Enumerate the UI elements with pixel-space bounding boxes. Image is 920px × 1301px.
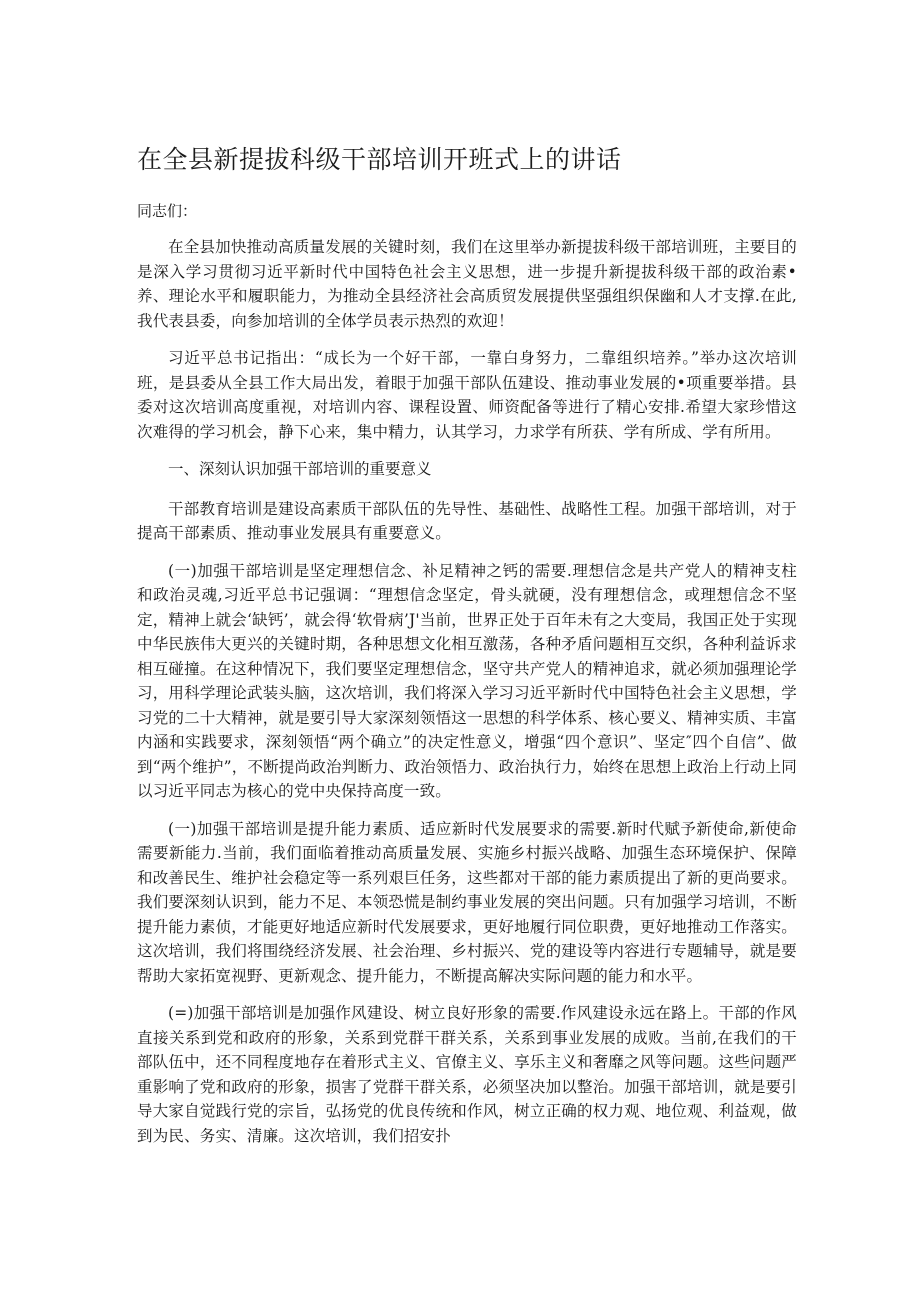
paragraph-section-intro: 干部教育培训是建设高素质干部队伍的先导性、基础性、战略性工程。加强干部培训，对于提高干部素质、推动事业发展具有重要意义。 [137, 499, 797, 542]
paragraph-quote: 习近平总书记指出：“成长为一个好干部，一靠白身努力，二靠组织培养。”举办这次培训班，是县委从全县工作大局出发，着眼于加强干部队伍建设、推动事业发展的•项重要举措。县委对这次培训高度重视，对培训内容、课程设置、师资配备等进行了精心安排.希望大家珍惜这次难得的学习机会，静下心来，集中精力，认其学习，力求学有所获、学有所成、学有所用。 [137, 349, 797, 441]
salutation: 同志们： [137, 202, 198, 220]
paragraph-point-style: (=)加强干部培训是加强作风建设、树立良好形象的需要.作风建设永远在路上。干部的作风直接关系到党和政府的形象，关系到党群干群关系，关系到事业发展的成败。当前,在我们的干部队伍中，还不同程度地存在着形式主义、官僚主义、享乐主义和奢靡之风等问题。这些问题严重影响了党和政府的形象，损害了党群干群关系，必须坚决加以整治。加强干部培训，就是要引导大家自觉践行党的宗旨，弘扬党的优良传统和作风，树立正确的权力观、地位观、利益观，做到为民、务实、清廉。这次培训，我们招安扑 [137, 1004, 797, 1145]
paragraph-point-ability: (一)加强干部培训是提升能力素质、适应新时代发展要求的需要.新时代赋予新使命,新使命需要新能力.当前，我们面临着推动高质量发展、实施乡村振兴战略、加强生态环境保护、保障和改善民生、维护社会稳定等一系列艰巨任务，这些都对干部的能力素质提出了新的更尚要求。我们要深刻认识到，能力不足、本领恐慌是制约事业发展的突出问题。只有加强学习培训，不断提升能力素侦，才能更好地适应新时代发展要求，更好地履行同位职费，更好地推动工作落实。这次培训，我们将围绕经济发展、社会治理、乡村振兴、党的建设等内容进行专题辅导，就是要帮助大家拓宽视野、更新观念、提升能力，不断提高解决实际问题的能力和水平。 [137, 819, 797, 985]
paragraph-point-ideals: (一)加强干部培训是坚定理想信念、补足精神之钙的需要.理想信念是共产党人的精神支柱和政治灵魂,习近平总书记强调：“理想信念坚定，骨头就硬，没有理想信念，或理想信念不坚定，精神上就会‘缺钙’，就会得‘软骨病’J'当前，世界正处于百年未有之大变局，我国正处于实现中华民族伟大更兴的关键时期，各种思想文化相互激荡，各种矛盾问题相互交织，各种利益诉求相互碰撞。在这种情况下，我们要坚定理想信念，坚守共产党人的精神追求，就必须加强理论学习，用科学理论武装头脑，这次培训，我们将深入学习习近平新时代中国特色社会主义思想，学习党的二十大精神，就是要引导大家深刻领悟这一思想的科学体系、核心要义、精神实质、丰富内涵和实践要求，深刻领悟“两个确立”的决定性意义，增强“四个意识”、坚定″四个自信”、做到“两个维护”，不断提尚政治判断力、政治领悟力、政治执行力，始终在思想上政治上行动上同以习近平同志为核心的党中央保持高度一致。 [137, 561, 797, 800]
section-heading: 一、深刻认识加强干部培训的重要意义 [168, 460, 432, 478]
document-title: 在全县新提拔科级干部培训开班式上的讲话 [137, 145, 622, 174]
paragraph-opening: 在全县加快推动高质量发展的关键时刻，我们在这里举办新提拔科级干部培训班，主要目的是深入学习贯彻习近平新时代中国特色社会主义思想，进一步提升新提拔科级干部的政治素•养、理论水平和履职能力，为推动全县经济社会高质贸发展提供坚强组织保幽和人才支撑.在此,我代表县委，向参加培训的全体学员表示热烈的欢迎！ [137, 238, 797, 330]
document-page [137, 138, 797, 1161]
